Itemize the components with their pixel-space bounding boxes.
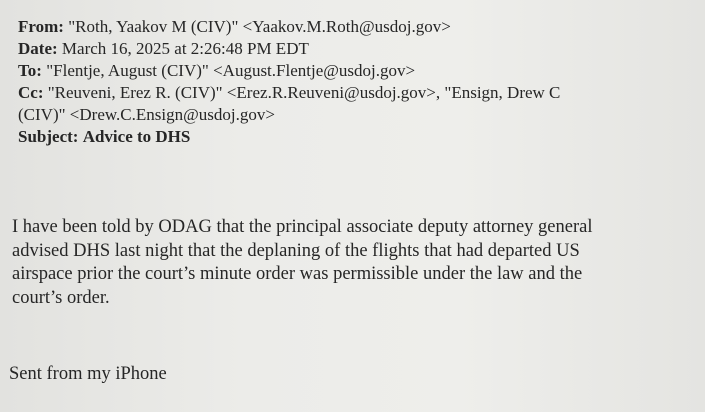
subject-label: Subject:: [18, 127, 79, 146]
cc-value-line1: "Reuveni, Erez R. (CIV)" <Erez.R.Reuveni@usdoj.gov>, "Ensign, Drew C: [47, 83, 561, 102]
date-row: [18, 38, 693, 60]
to-value: "Flentje, August (CIV)" <August.Flentje@usdoj.gov>: [46, 61, 416, 80]
email-signature: Sent from my iPhone: [9, 364, 167, 384]
email-header: [18, 16, 693, 148]
body-line: advised DHS last night that the deplaning of the flights that had departed US: [12, 240, 580, 261]
date-value: March 16, 2025 at 2:26:48 PM EDT: [61, 39, 309, 58]
from-label: From:: [18, 17, 64, 36]
from-value: "Roth, Yaakov M (CIV)" <Yaakov.M.Roth@usdoj.gov>: [68, 17, 451, 36]
body-line: I have been told by ODAG that the principal associate deputy attorney general: [12, 217, 593, 237]
subject-row: [18, 126, 693, 148]
to-row: [18, 60, 693, 82]
cc-row-continued: [18, 104, 693, 126]
body-line: court’s order.: [12, 287, 110, 308]
body-line: airspace prior the court’s minute order was permissible under the law and the: [12, 264, 583, 284]
email-body: [12, 216, 697, 310]
date-label: Date:: [18, 39, 58, 58]
cc-value-line2: (CIV)" <Drew.C.Ensign@usdoj.gov>: [18, 105, 275, 124]
cc-label: Cc:: [18, 83, 44, 102]
from-row: [18, 16, 693, 38]
to-label: To:: [18, 61, 42, 80]
cc-row: [18, 82, 693, 104]
subject-value: Advice to DHS: [82, 127, 191, 146]
